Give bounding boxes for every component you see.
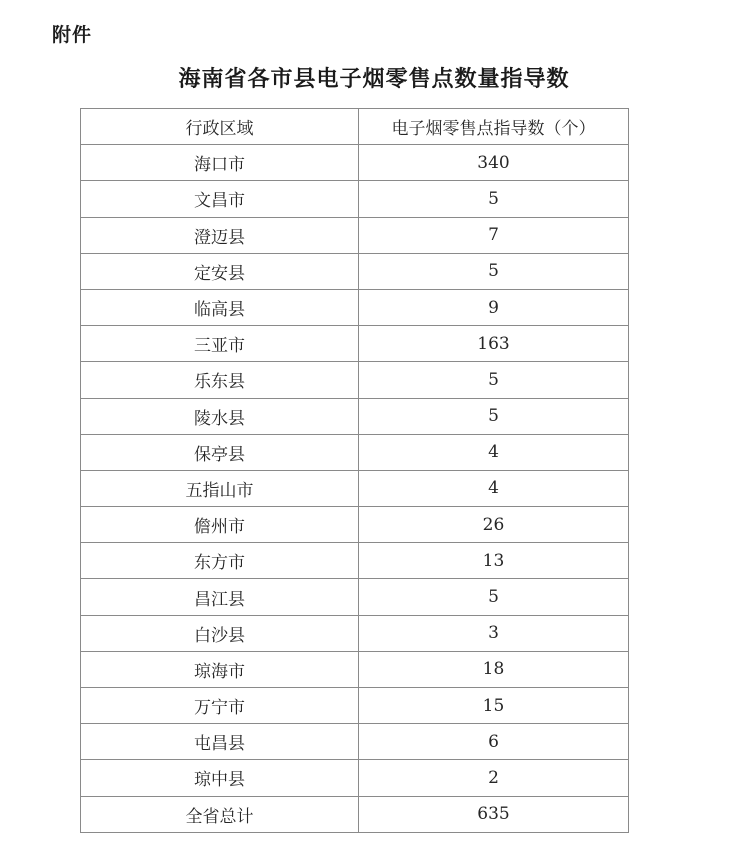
count-cell: 5 [359,181,629,217]
total-count-cell: 635 [359,796,629,832]
table-row [81,470,629,506]
count-cell: 4 [359,434,629,470]
header-region: 行政区域 [81,109,359,145]
table-row [81,253,629,289]
region-cell: 文昌市 [81,181,359,217]
region-cell: 琼海市 [81,651,359,687]
count-cell: 163 [359,326,629,362]
region-cell: 临高县 [81,289,359,325]
count-cell: 9 [359,289,629,325]
count-cell: 340 [359,145,629,181]
table-row [81,398,629,434]
table-row [81,145,629,181]
region-cell: 保亭县 [81,434,359,470]
region-cell: 五指山市 [81,470,359,506]
header-count: 电子烟零售点指导数（个） [359,109,629,145]
region-cell: 东方市 [81,543,359,579]
table-header-row [81,109,629,145]
region-cell: 陵水县 [81,398,359,434]
table-row [81,615,629,651]
region-cell: 昌江县 [81,579,359,615]
region-cell: 澄迈县 [81,217,359,253]
count-cell: 5 [359,253,629,289]
total-row [81,796,629,832]
table-row [81,362,629,398]
retail-points-table [80,108,629,833]
region-cell: 屯昌县 [81,724,359,760]
count-cell: 26 [359,507,629,543]
table-row [81,651,629,687]
table-row [81,688,629,724]
count-cell: 3 [359,615,629,651]
region-cell: 白沙县 [81,615,359,651]
document-title: 海南省各市县电子烟零售点数量指导数 [178,67,570,92]
count-cell: 7 [359,217,629,253]
region-cell: 琼中县 [81,760,359,796]
table-row [81,289,629,325]
count-cell: 5 [359,579,629,615]
table-row [81,507,629,543]
region-cell: 儋州市 [81,507,359,543]
count-cell: 2 [359,760,629,796]
table-row [81,543,629,579]
table-row [81,217,629,253]
table-body [81,145,629,833]
region-cell: 万宁市 [81,688,359,724]
region-cell: 乐东县 [81,362,359,398]
total-label-cell: 全省总计 [81,796,359,832]
count-cell: 15 [359,688,629,724]
table-row [81,326,629,362]
attachment-label: 附件 [52,24,93,46]
region-cell: 三亚市 [81,326,359,362]
table-row [81,760,629,796]
count-cell: 5 [359,398,629,434]
table-row [81,181,629,217]
count-cell: 13 [359,543,629,579]
count-cell: 6 [359,724,629,760]
count-cell: 5 [359,362,629,398]
table-row [81,724,629,760]
table-row [81,579,629,615]
region-cell: 海口市 [81,145,359,181]
count-cell: 18 [359,651,629,687]
count-cell: 4 [359,470,629,506]
region-cell: 定安县 [81,253,359,289]
table-row [81,434,629,470]
